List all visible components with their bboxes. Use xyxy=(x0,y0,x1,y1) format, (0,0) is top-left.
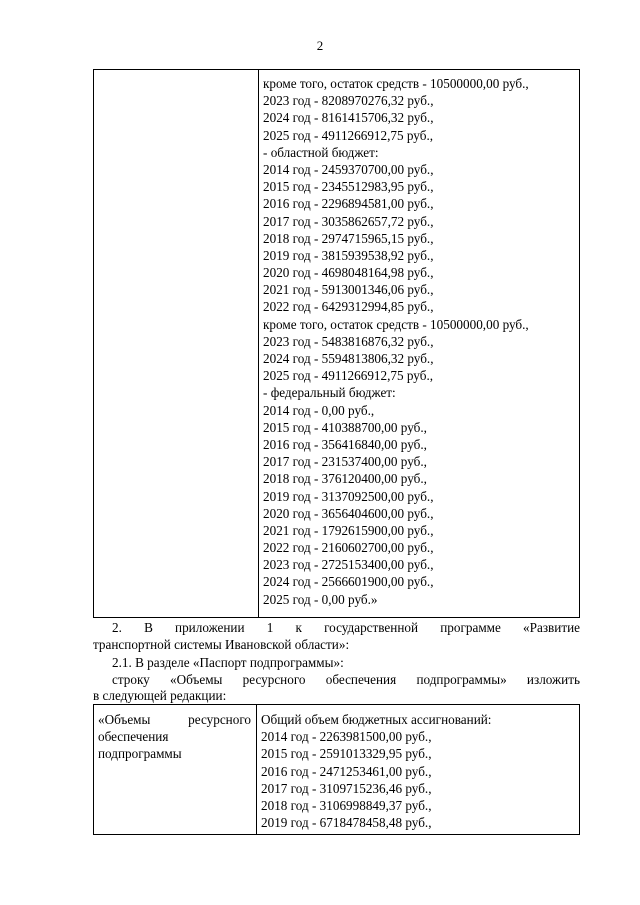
funding-line: 2016 год - 356416840,00 руб., xyxy=(263,436,427,452)
funding-line: 2023 год - 8208970276,32 руб., xyxy=(263,93,434,109)
allocation-line: 2016 год - 2471253461,00 руб., xyxy=(261,763,432,779)
funding-line: 2018 год - 2974715965,15 руб., xyxy=(263,230,434,246)
funding-line: 2014 год - 2459370700,00 руб., xyxy=(263,161,434,177)
funding-line: 2020 год - 4698048164,98 руб., xyxy=(263,265,434,281)
funding-list xyxy=(263,75,529,608)
funding-line: 2020 год - 3656404600,00 руб., xyxy=(263,505,434,521)
funding-line: 2019 год - 3815939538,92 руб., xyxy=(263,247,434,263)
funding-line: 2023 год - 2725153400,00 руб., xyxy=(263,557,434,573)
paragraph-2-1: 2.1. В разделе «Паспорт подпрограммы»: xyxy=(112,655,344,670)
funding-line: 2015 год - 2345512983,95 руб., xyxy=(263,179,434,195)
funding-line: 2024 год - 5594813806,32 руб., xyxy=(263,351,434,366)
allocation-line: Общий объем бюджетных ассигнований: xyxy=(261,712,492,727)
budget-table-continued xyxy=(93,69,580,618)
page-number: 2 xyxy=(316,38,324,53)
funding-line: 2018 год - 376120400,00 руб., xyxy=(263,471,427,487)
funding-line: 2022 год - 2160602700,00 руб., xyxy=(263,540,434,556)
funding-line: - областной бюджет: xyxy=(263,144,379,160)
funding-line: 2025 год - 0,00 руб.» xyxy=(263,591,378,607)
row-header-line: «Объемы ресурсного xyxy=(98,712,251,727)
funding-line: 2022 год - 6429312994,85 руб., xyxy=(263,299,434,315)
funding-line: 2016 год - 2296894581,00 руб., xyxy=(263,196,434,212)
funding-line: 2017 год - 231537400,00 руб., xyxy=(263,454,427,470)
allocation-line: 2018 год - 3106998849,37 руб., xyxy=(261,797,432,813)
allocation-line: 2015 год - 2591013329,95 руб., xyxy=(261,746,432,762)
resource-table xyxy=(93,704,580,835)
funding-line: 2019 год - 3137092500,00 руб., xyxy=(263,488,434,504)
paragraph-row-line-1: строку «Объемы ресурсного обеспечения подпрограммы» изложить xyxy=(112,672,580,687)
paragraph-row-line-2: в следующей редакции: xyxy=(93,688,227,703)
funding-line: 2017 год - 3035862657,72 руб., xyxy=(263,213,434,229)
funding-line: 2014 год - 0,00 руб., xyxy=(263,402,375,418)
row-header-line: обеспечения xyxy=(98,729,169,745)
funding-line: кроме того, остаток средств - 10500000,00 руб., xyxy=(263,76,529,91)
paragraph-2-line-2: транспортной системы Ивановской области»: xyxy=(93,637,350,652)
funding-line: 2025 год - 4911266912,75 руб., xyxy=(263,368,434,384)
funding-line: 2024 год - 8161415706,32 руб., xyxy=(263,110,434,126)
funding-line: - федеральный бюджет: xyxy=(263,385,396,401)
funding-line: 2021 год - 1792615900,00 руб., xyxy=(263,522,434,538)
row-value-cell xyxy=(261,711,491,831)
funding-line: 2021 год - 5913001346,06 руб., xyxy=(263,282,434,298)
allocation-line: 2017 год - 3109715236,46 руб., xyxy=(261,780,432,796)
funding-line: 2025 год - 4911266912,75 руб., xyxy=(263,127,434,143)
funding-line: кроме того, остаток средств - 10500000,00 руб., xyxy=(263,316,529,332)
funding-line: 2024 год - 2566601900,00 руб., xyxy=(263,574,434,590)
table-column-divider xyxy=(258,70,259,617)
allocation-line: 2014 год - 2263981500,00 руб., xyxy=(261,729,432,745)
funding-line: 2015 год - 410388700,00 руб., xyxy=(263,419,427,435)
table-column-divider xyxy=(256,705,257,834)
row-header-cell xyxy=(98,711,251,763)
allocation-line: 2019 год - 6718478458,48 руб., xyxy=(261,815,432,831)
funding-line: 2023 год - 5483816876,32 руб., xyxy=(263,333,434,349)
row-header-line: подпрограммы xyxy=(98,746,182,762)
paragraph-2-line-1: 2. В приложении 1 к государственной программе «Развитие xyxy=(112,620,580,635)
